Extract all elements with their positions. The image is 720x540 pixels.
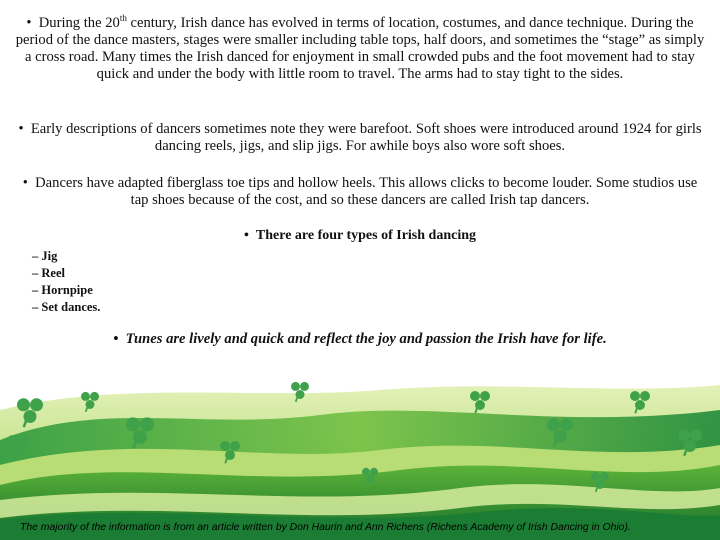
types-heading: • There are four types of Irish dancing [0, 228, 720, 244]
list-item: – Hornpipe [32, 283, 93, 297]
tunes-statement: • Tunes are lively and quick and reflect the joy and passion the Irish have for life. [0, 331, 720, 348]
paragraph-history: • During the 20th century, Irish dance has evolved in terms of location, costumes, and dance technique. During the period of the dance masters, stages were smaller including table tops, half doors, and sometimes the “stage” as simply a cross road. Many times the Irish danced for enjoyment in small crowded pubs and the foot movement had to stay quick and under the body with little room to travel. The arms had to stay tight to the sides. [14, 10, 706, 83]
paragraph-tips: • Dancers have adapted fiberglass toe tips and hollow heels. This allows clicks to become louder. Some studios use tap shoes because of the cost, and so these dancers are called Irish tap dancers. [14, 175, 706, 209]
dance-types-list [32, 248, 100, 316]
paragraph-shoes: • Early descriptions of dancers sometimes note they were barefoot. Soft shoes were introduced around 1924 for girls dancing reels, jigs, and slip jigs. For awhile boys also wore soft shoes. [14, 121, 706, 155]
landscape-illustration [0, 370, 720, 540]
list-item: – Jig [32, 249, 58, 263]
list-item: – Set dances. [32, 300, 101, 314]
source-credit: The majority of the information is from an article written by Don Haurin and Ann Richens (Richens Academy of Irish Dancing in Ohio). [20, 522, 631, 533]
list-item: – Reel [32, 266, 65, 280]
